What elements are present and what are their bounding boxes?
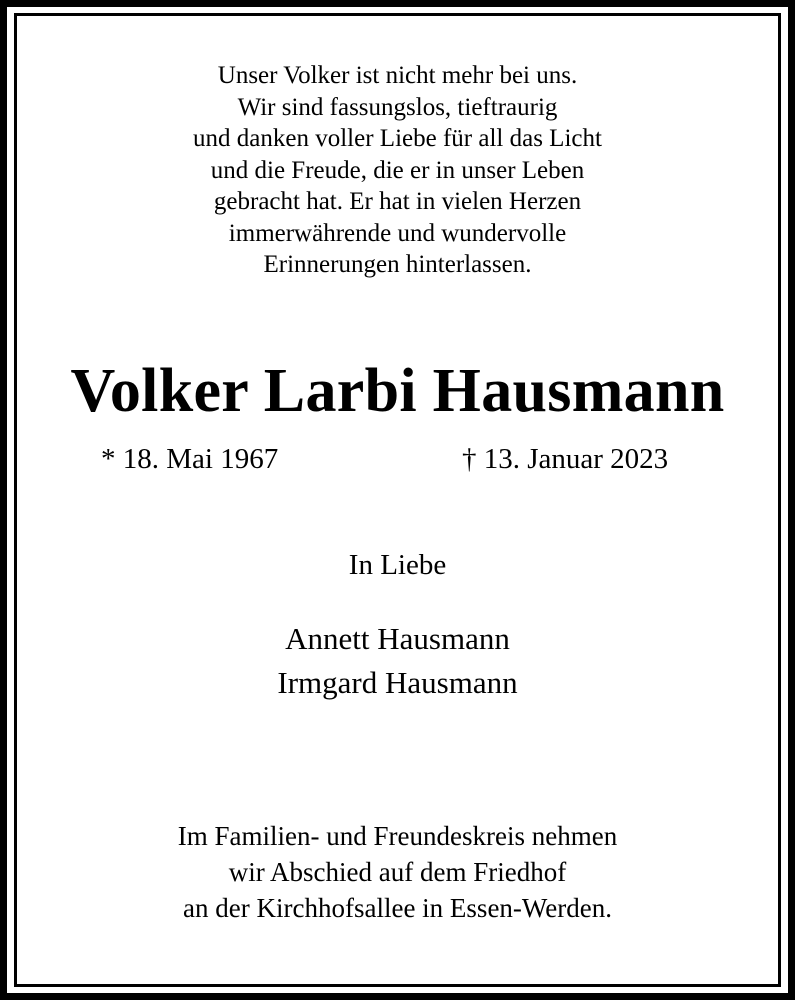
closing-line: an der Kirchhofsallee in Essen-Werden. (183, 893, 612, 923)
deceased-name: Volker Larbi Hausmann (70, 357, 725, 425)
death-date: † 13. Januar 2023 (462, 443, 669, 475)
intro-line: Unser Volker ist nicht mehr bei uns. (217, 62, 578, 89)
closing-text (0, 818, 795, 926)
birth-date: * 18. Mai 1967 (101, 443, 279, 475)
intro-line: und die Freude, die er in unser Leben (210, 156, 585, 184)
mourner-name: Irmgard Hausmann (277, 665, 518, 700)
intro-line: Erinnerungen hinterlassen. (263, 251, 532, 278)
mourner-names (0, 617, 795, 705)
intro-text (0, 60, 795, 281)
intro-line: gebracht hat. Er hat in vielen Herzen (213, 188, 582, 215)
closing-line: wir Abschied auf dem Friedhof (228, 857, 567, 887)
closing-line: Im Familien- und Freundeskreis nehmen (177, 821, 618, 851)
in-love-heading: In Liebe (348, 549, 447, 581)
intro-line: immerwährende und wundervolle (228, 219, 567, 247)
intro-line: Wir sind fassungslos, tieftraurig (237, 93, 558, 121)
intro-line: und danken voller Liebe für all das Licht (193, 125, 602, 152)
mourner-name: Annett Hausmann (285, 621, 510, 656)
